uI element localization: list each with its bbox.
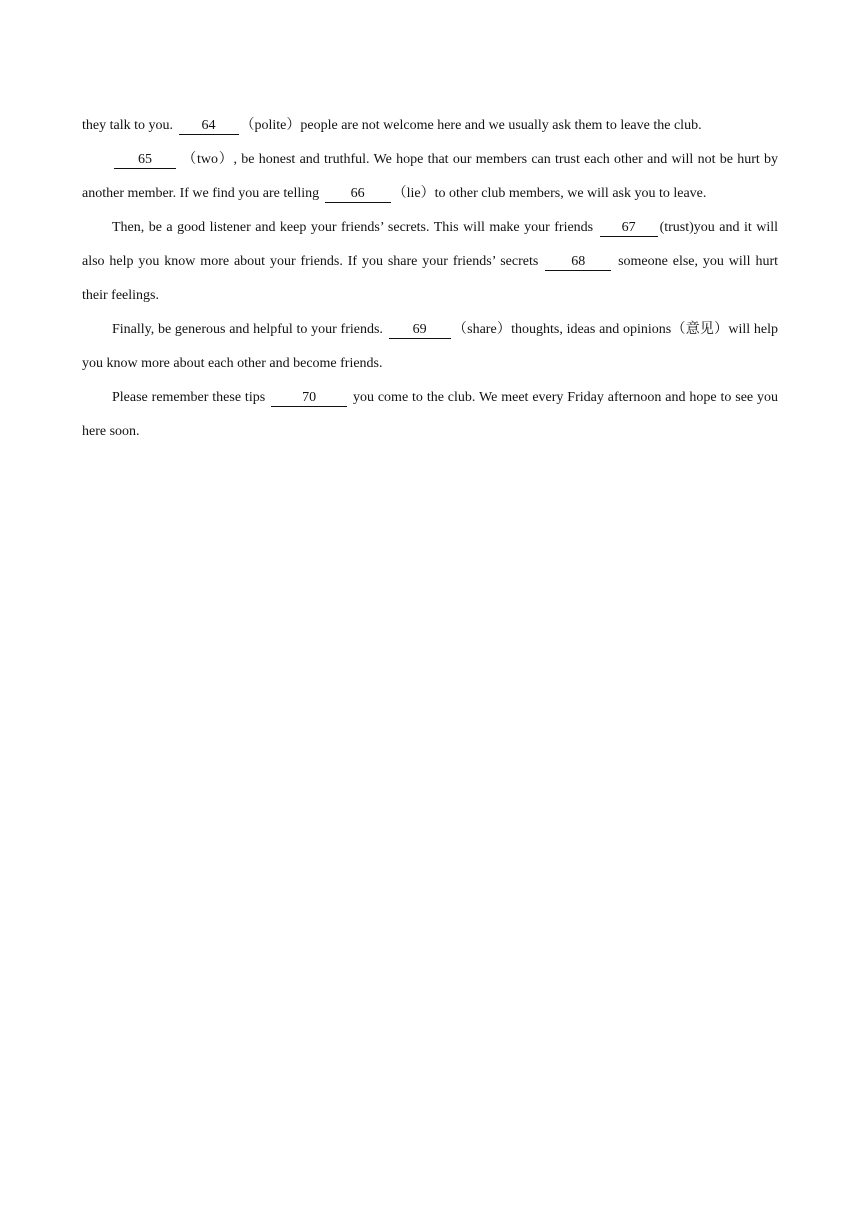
- p2-text-b: （lie）to other club members, we will ask you to leave.: [392, 186, 707, 201]
- paragraph-5: [82, 381, 778, 449]
- blank-69[interactable]: 69: [389, 321, 451, 339]
- paragraph-2: [82, 143, 778, 211]
- blank-68[interactable]: 68: [545, 253, 611, 271]
- p5-text-b: you come to the club. We meet every Friday afternoon and hope to see you here soon.: [82, 390, 779, 439]
- p2-text-a: （two）, be honest and truthful. We hope that our members can trust each other and will not be hurt by another member. If we find you are telling: [82, 152, 779, 201]
- p1-text-b: （polite）people are not welcome here and we usually ask them to leave the club.: [240, 118, 702, 133]
- blank-64[interactable]: 64: [179, 117, 239, 135]
- paragraph-3: [82, 211, 778, 313]
- blank-70[interactable]: 70: [271, 389, 347, 407]
- blank-67[interactable]: 67: [600, 219, 658, 237]
- p3-text-a: Then, be a good listener and keep your friends’ secrets. This will make your friends: [112, 220, 594, 235]
- p3-text-c: someone else, you will hurt their feelings.: [82, 254, 778, 303]
- blank-65[interactable]: 65: [114, 151, 176, 169]
- p4-text-a: Finally, be generous and helpful to your friends.: [112, 322, 383, 337]
- p1-text-a: they talk to you.: [82, 118, 173, 133]
- p4-text-b: （share）thoughts, ideas and opinions（意见）will help you know more about each other and become friends.: [82, 322, 779, 371]
- p5-text-a: Please remember these tips: [112, 390, 266, 405]
- blank-66[interactable]: 66: [325, 185, 391, 203]
- paragraph-4: [82, 313, 778, 381]
- p3-text-b: (trust)you and it will also help you know more about your friends. If you share your friends’ secrets: [82, 220, 778, 269]
- paragraph-1: [82, 109, 778, 143]
- document-body: [82, 109, 778, 449]
